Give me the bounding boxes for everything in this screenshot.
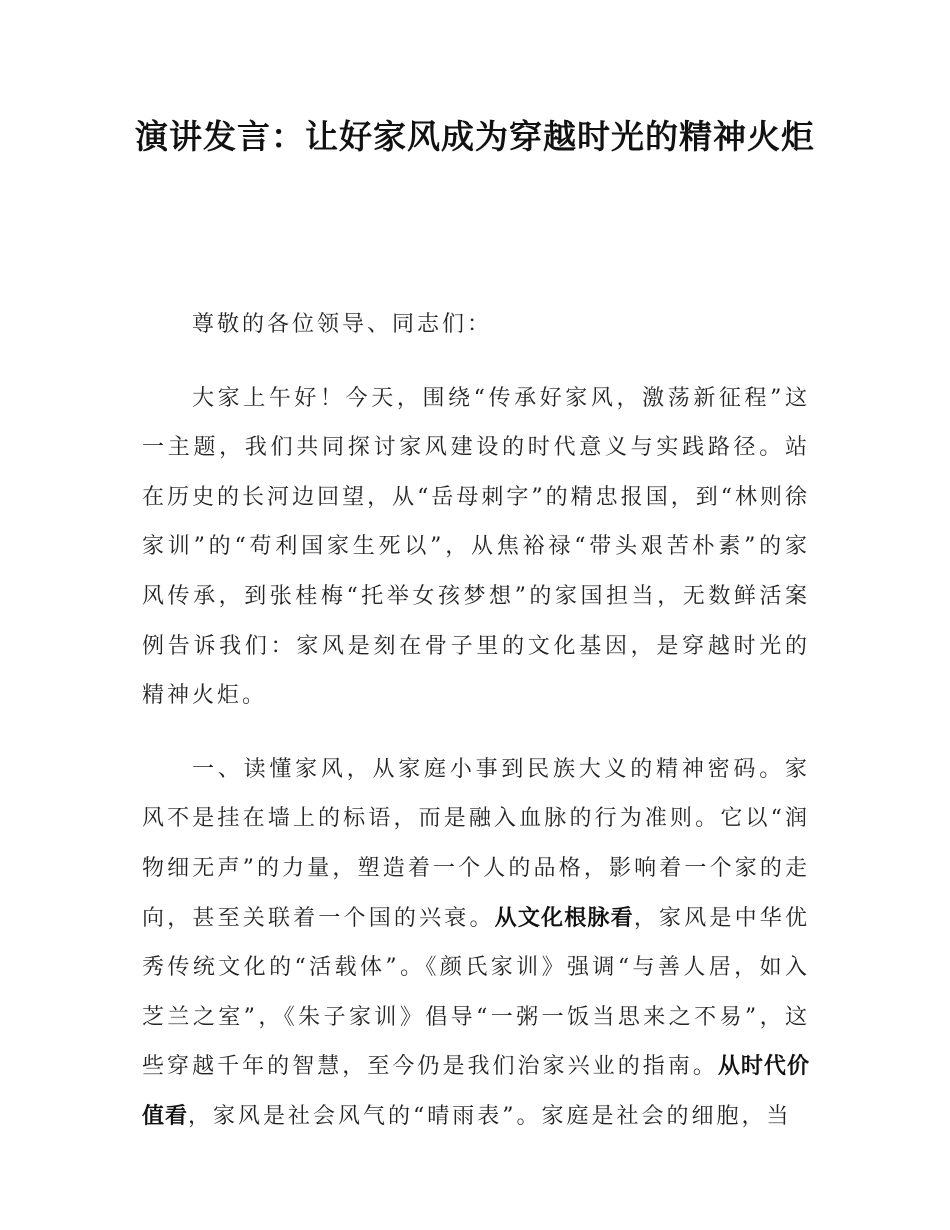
paragraph-text: 一、读懂家风，从家庭小事到民族大义的精神密码。家风不是挂在墙上的标语，而是融入血脉的行为准则。它以“润物细无声”的力量，塑造着一个人的品格，影响着一个家的走向，甚至关联着一个国的兴衰。 bbox=[142, 756, 810, 931]
bold-phrase-era-value: 从时代价值看 bbox=[142, 1054, 810, 1129]
paragraph-intro: 大家上午好！今天，围绕“传承好家风，激荡新征程”这一主题，我们共同探讨家风建设的时代意义与实践路径。站在历史的长河边回望，从“岳母刺字”的精忠报国，到“林则徐家训”的“苟利国家生死以”，从焦裕禄“带头艰苦朴素”的家风传承，到张桂梅“托举女孩梦想”的家国担当，无数鲜活案例告诉我们：家风是刻在骨子里的文化基因，是穿越时光的精神火炬。 bbox=[142, 385, 810, 709]
document-body bbox=[142, 300, 810, 1142]
document-title: 演讲发言：让好家风成为穿越时光的精神火炬 bbox=[135, 117, 815, 156]
bold-phrase-cultural-roots: 从文化根脉看 bbox=[494, 905, 634, 931]
salutation: 尊敬的各位领导、同志们： bbox=[192, 312, 493, 337]
paragraph-text: ，家风是社会风气的“晴雨表”。家庭是社会的细胞，当 bbox=[188, 1103, 792, 1129]
paragraph-section-one bbox=[142, 745, 810, 1142]
paragraph-text: ，家风是中华优秀传统文化的“活载体”。《颜氏家训》强调“与善人居，如入芝兰之室”，《朱子家训》倡导“一粥一饭当思来之不易”，这些穿越千年的智慧，至今仍是我们治家兴业的指南。 bbox=[142, 905, 810, 1080]
